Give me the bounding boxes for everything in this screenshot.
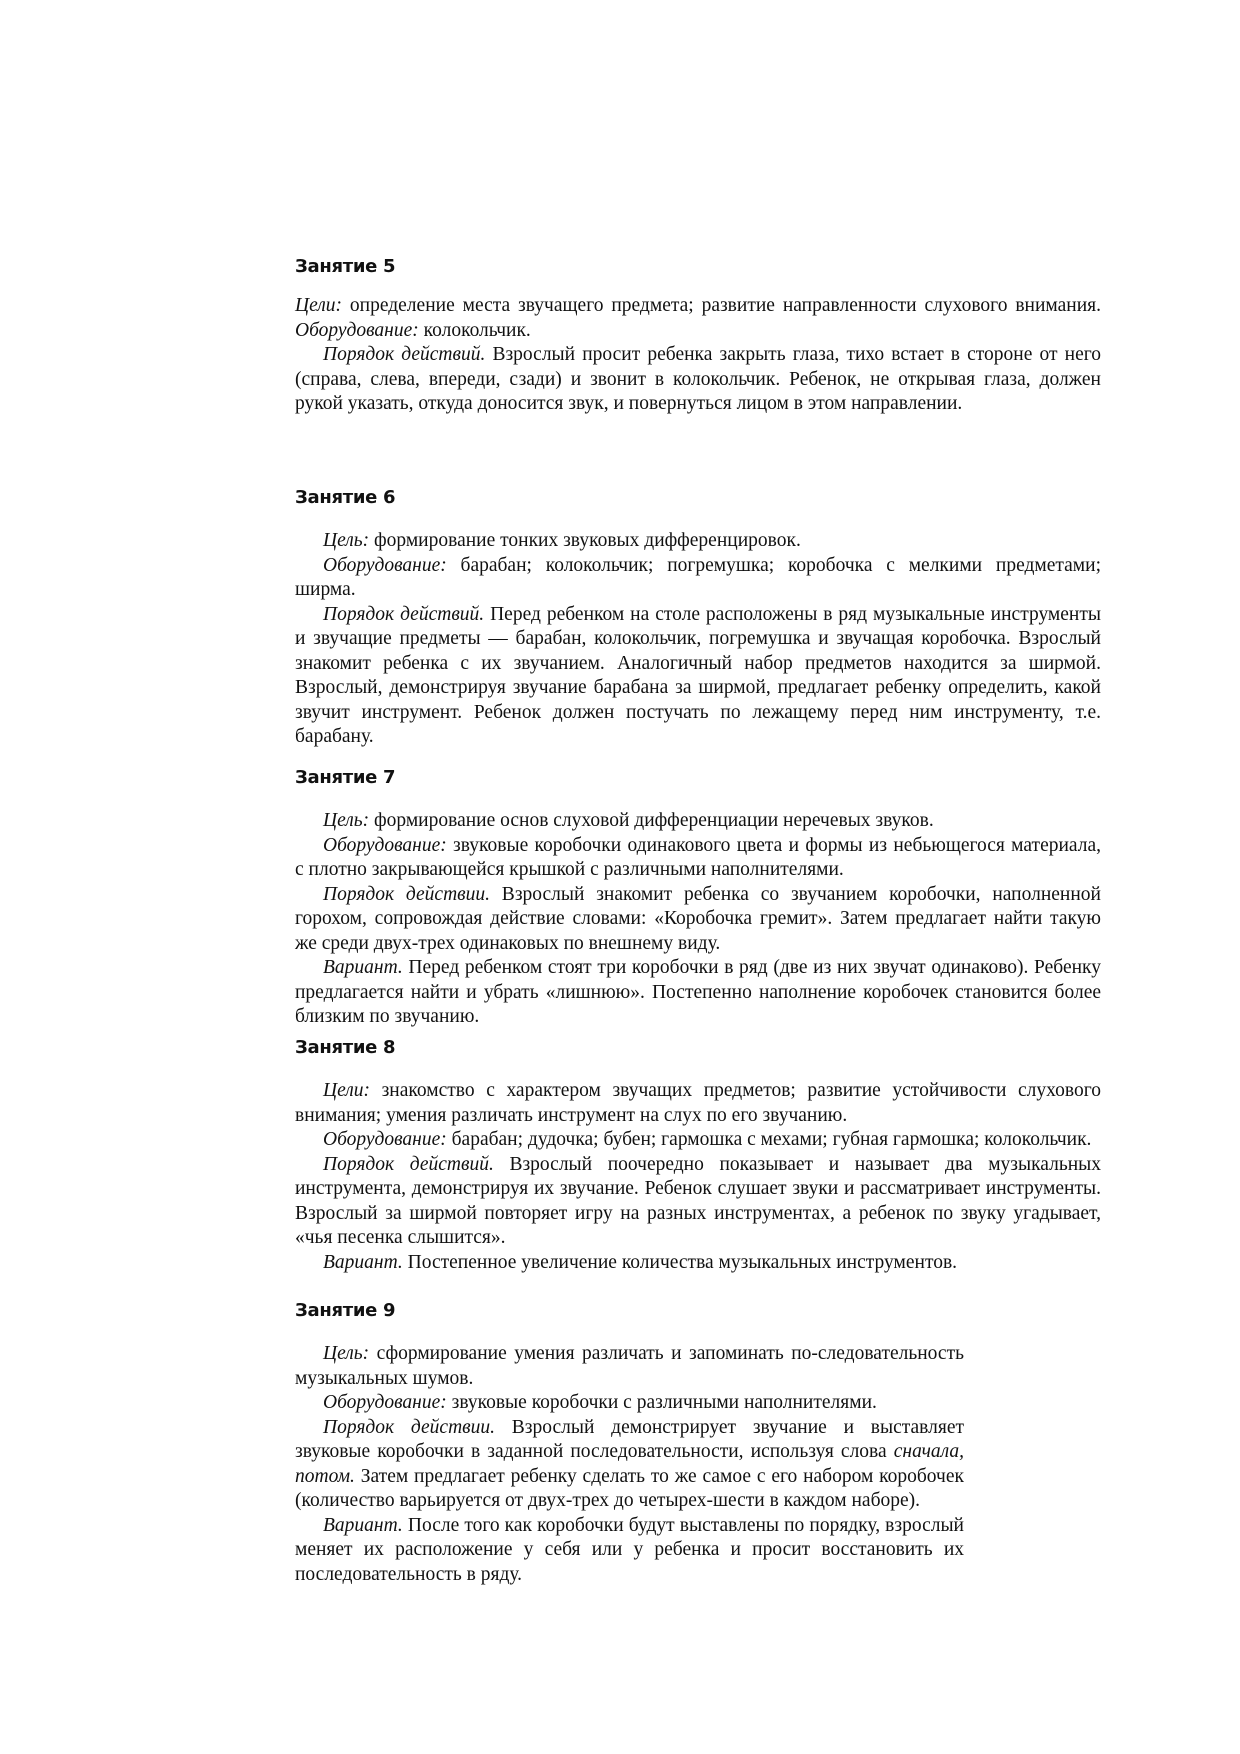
italic-label: Порядок действии.	[323, 1416, 495, 1438]
paragraph	[295, 1391, 964, 1416]
lesson-heading: Занятие 9	[295, 1300, 396, 1321]
paragraph	[295, 1079, 1101, 1128]
body-text: звуковые коробочки одинакового цвета и формы из небьющегося материала, с плотно закрывающейся крышкой с различными наполнителями.	[295, 834, 1101, 880]
italic-label: Цели:	[323, 1080, 370, 1101]
paragraph	[295, 1416, 964, 1514]
body-text: колокольчик.	[418, 319, 531, 341]
body-text: звуковые коробочки с различными наполнителями.	[446, 1392, 877, 1413]
italic-label: Порядок действий.	[323, 603, 485, 625]
body-text: знакомство с характером звучащих предметов; развитие устойчивости слухового внимания; умения различать инструмент на слух по его звучанию.	[295, 1080, 1101, 1126]
body-text: барабан; колокольчик; погремушка; коробочка с мелкими предметами; ширма.	[295, 554, 1101, 600]
body-text: Взрослый знакомит ребенка со звучанием коробочки, наполненной горохом, сопровождая действие словами: «Коробочка гремит». Затем предлагает найти такую же среди двух-трех одинаковых по внешнему виду.	[295, 883, 1101, 954]
italic-label: Оборудование:	[295, 319, 419, 341]
lesson-heading: Занятие 8	[295, 1037, 396, 1058]
body-text: Взрослый просит ребенка закрыть глаза, тихо встает в стороне от него (справа, слева, впереди, сзади) и звонит в колокольчик. Ребенок, не открывая глаза, должен рукой указать, откуда доносится звук, и повернуться лицом в этом направлении.	[295, 344, 1101, 414]
italic-label: Вариант.	[323, 1514, 403, 1536]
italic-label: Оборудование:	[323, 554, 447, 576]
lesson-heading: Занятие 7	[295, 767, 396, 788]
italic-label: Оборудование:	[323, 1392, 447, 1413]
lesson-6	[295, 487, 1101, 750]
lesson-5	[295, 256, 1101, 417]
lesson-7	[295, 767, 1101, 1030]
paragraph	[295, 1251, 1101, 1276]
italic-label: Цель:	[323, 1343, 370, 1364]
italic-label: Оборудование:	[323, 1129, 447, 1150]
body-text: определение места звучащего предмета; развитие направленности слухового внимания.	[342, 295, 1101, 316]
italic-label: Вариант.	[323, 957, 403, 978]
italic-label: Цель:	[323, 810, 370, 831]
paragraph	[295, 343, 1101, 417]
italic-label: Оборудование:	[323, 834, 447, 856]
body-text: Взрослый поочередно показывает и называет два музыкальных инструмента, демонстрируя их звучание. Ребенок слушает звуки и рассматривает инструменты. Взрослый за ширмой повторяет игру на разных инструментах, а ребенок по звуку угадывает, «чья песенка слышится».	[295, 1153, 1101, 1248]
body-text: Постепенное увеличение количества музыкальных инструментов.	[402, 1251, 958, 1273]
paragraph	[295, 1342, 964, 1391]
body-text: Взрослый демонстрирует звучание и выставляет звуковые коробочки в заданной последовательности, используя слова	[295, 1416, 964, 1462]
italic-label: Порядок действий.	[323, 344, 486, 365]
paragraph	[295, 529, 1101, 554]
body-text: После того как коробочки будут выставлены по порядку, взрослый меняет их расположение у себя или у ребенка и просит восстановить их последовательность в ряду.	[295, 1514, 964, 1585]
paragraph	[295, 1128, 1101, 1153]
paragraph	[295, 956, 1101, 1030]
lesson-8	[295, 1037, 1101, 1275]
paragraph	[295, 603, 1101, 750]
italic-label: Цель:	[323, 530, 370, 551]
body-text: формирование тонких звуковых дифференцировок.	[369, 530, 801, 551]
paragraph	[295, 1514, 964, 1588]
italic-label: Вариант.	[323, 1251, 403, 1273]
paragraph	[295, 834, 1101, 883]
italic-label: сначала, потом.	[295, 1441, 964, 1487]
body-text: Затем предлагает ребенку сделать то же самое с его набором коробочек (количество варьируется от двух-трех до четырех-шести в каждом наборе).	[295, 1465, 964, 1511]
paragraph	[295, 554, 1101, 603]
paragraph	[295, 294, 1101, 343]
body-text: формирование основ слуховой дифференциации неречевых звуков.	[369, 810, 934, 831]
paragraph	[295, 1153, 1101, 1251]
lesson-heading: Занятие 5	[295, 256, 396, 277]
italic-label: Порядок действий.	[323, 1153, 494, 1175]
paragraph	[295, 883, 1101, 957]
body-text: Перед ребенком стоят три коробочки в ряд (две из них звучат одинаково). Ребенку предлагается найти и убрать «лишнюю». Постепенно наполнение коробочек становится более близким по звучанию.	[295, 957, 1101, 1027]
lesson-heading: Занятие 6	[295, 487, 396, 508]
italic-label: Цели:	[295, 295, 342, 316]
paragraph	[295, 809, 1101, 834]
body-text: барабан; дудочка; бубен; гармошка с мехами; губная гармошка; колокольчик.	[446, 1129, 1092, 1150]
italic-label: Порядок действии.	[323, 883, 491, 905]
body-text: сформирование умения различать и запоминать по-следовательность музыкальных шумов.	[295, 1343, 964, 1389]
lesson-9	[295, 1300, 964, 1587]
body-text: Перед ребенком на столе расположены в ряд музыкальные инструменты и звучащие предметы — барабан, колокольчик, погремушка и звучащая коробочка. Взрослый знакомит ребенка с их звучанием. Аналогичный набор предметов находится за ширмой. Взрослый, демонстрируя звучание барабана за ширмой, предлагает ребенку определить, какой звучит инструмент. Ребенок должен постучать по лежащему перед ним инструменту, т.е. барабану.	[295, 603, 1101, 747]
